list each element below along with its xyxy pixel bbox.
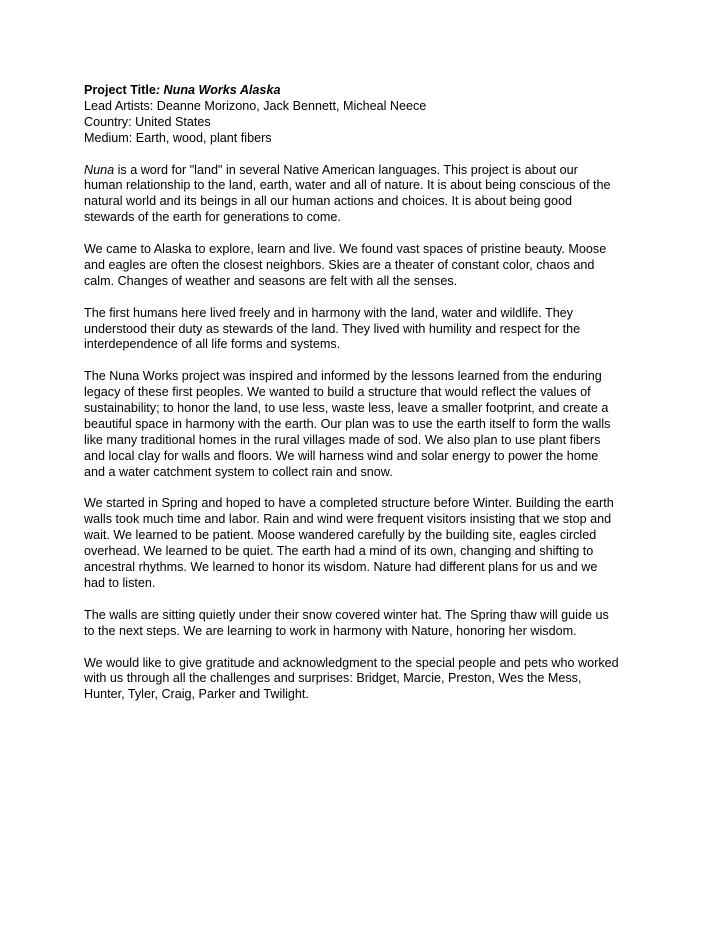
project-title-line [84,83,644,99]
paragraph-7 [84,640,644,704]
medium: Medium: Earth, wood, plant fibers [84,130,272,145]
project-title-colon: : [155,83,161,97]
paragraph-line: We started in Spring and hoped to have a completed structure before Winter. Building the earth [84,496,614,511]
paragraph-4 [84,353,644,480]
paragraph-line: sustainability; to honor the land, to use less, waste less, leave a smaller footprint, and create a [84,401,609,416]
paragraph-line: wait. We learned to be patient. Moose wandered carefully by the building site, eagles circled [84,528,597,543]
country: Country: United States [84,114,211,129]
paragraph-1 [84,147,644,227]
paragraph-line [84,163,644,179]
paragraph-line: stewards of the earth for generations to come. [84,210,341,225]
paragraph-line: had to listen. [84,576,156,591]
lead-artists: Lead Artists: Deanne Morizono, Jack Bennett, Micheal Neece [84,98,427,113]
paragraph-line: We came to Alaska to explore, learn and live. We found vast spaces of pristine beauty. Moose [84,242,607,257]
paragraph-line: The walls are sitting quietly under their snow covered winter hat. The Spring thaw will guide us [84,607,609,622]
paragraph-line: and a water catchment system to collect rain and snow. [84,464,393,479]
paragraph-line: overhead. We learned to be quiet. The earth had a mind of its own, changing and shifting to [84,544,594,559]
paragraph-line: understood their duty as stewards of the land. They lived with humility and respect for the [84,321,581,336]
paragraph-3 [84,290,644,354]
paragraph-line: We would like to give gratitude and acknowledgment to the special people and pets who worked [84,655,619,670]
paragraph-line: ancestral rhythms. We learned to honor its wisdom. Nature had different plans for us and we [84,560,598,575]
nuna-word: Nuna [84,162,115,177]
project-title-label: Project Title [84,83,156,97]
paragraph-line: natural world and its beings in all our human actions and choices. It is about being good [84,194,572,209]
document-body [84,83,644,703]
paragraph-2 [84,226,644,290]
paragraph-line: walls took much time and labor. Rain and wind were frequent visitors insisting that we stop and [84,512,612,527]
paragraph-line: to the next steps. We are learning to work in harmony with Nature, honoring her wisdom. [84,623,577,638]
paragraph-5 [84,481,644,592]
paragraph-line: The Nuna Works project was inspired and informed by the lessons learned from the enduring [84,369,602,384]
project-title-value: Nuna Works Alaska [160,83,281,97]
paragraph-line-text: is a word for "land" in several Native American languages. This project is about our [114,162,578,177]
paragraph-line: and local clay for walls and floors. We will harness wind and solar energy to power the home [84,448,599,463]
paragraph-line: The first humans here lived freely and in harmony with the land, water and wildlife. They [84,305,574,320]
paragraph-line: Hunter, Tyler, Craig, Parker and Twilight. [84,687,309,702]
paragraph-line: human relationship to the land, earth, water and all of nature. It is about being conscious of the [84,178,611,193]
paragraph-6 [84,592,644,640]
paragraph-line: beautiful space in harmony with the earth. Our plan was to use the earth itself to form the walls [84,416,611,431]
paragraph-line: and eagles are often the closest neighbors. Skies are a theater of constant color, chaos and [84,257,595,272]
project-info [84,83,644,147]
paragraph-line: calm. Changes of weather and seasons are felt with all the senses. [84,273,458,288]
paragraph-line: interdependence of all life forms and systems. [84,337,341,352]
paragraph-line: with us through all the challenges and surprises: Bridget, Marcie, Preston, Wes the Mess, [84,671,582,686]
paragraph-line: like many traditional homes in the rural villages made of sod. We also plan to use plant fibers [84,432,601,447]
paragraph-line: legacy of these first peoples. We wanted to build a structure that would reflect the values of [84,385,591,400]
